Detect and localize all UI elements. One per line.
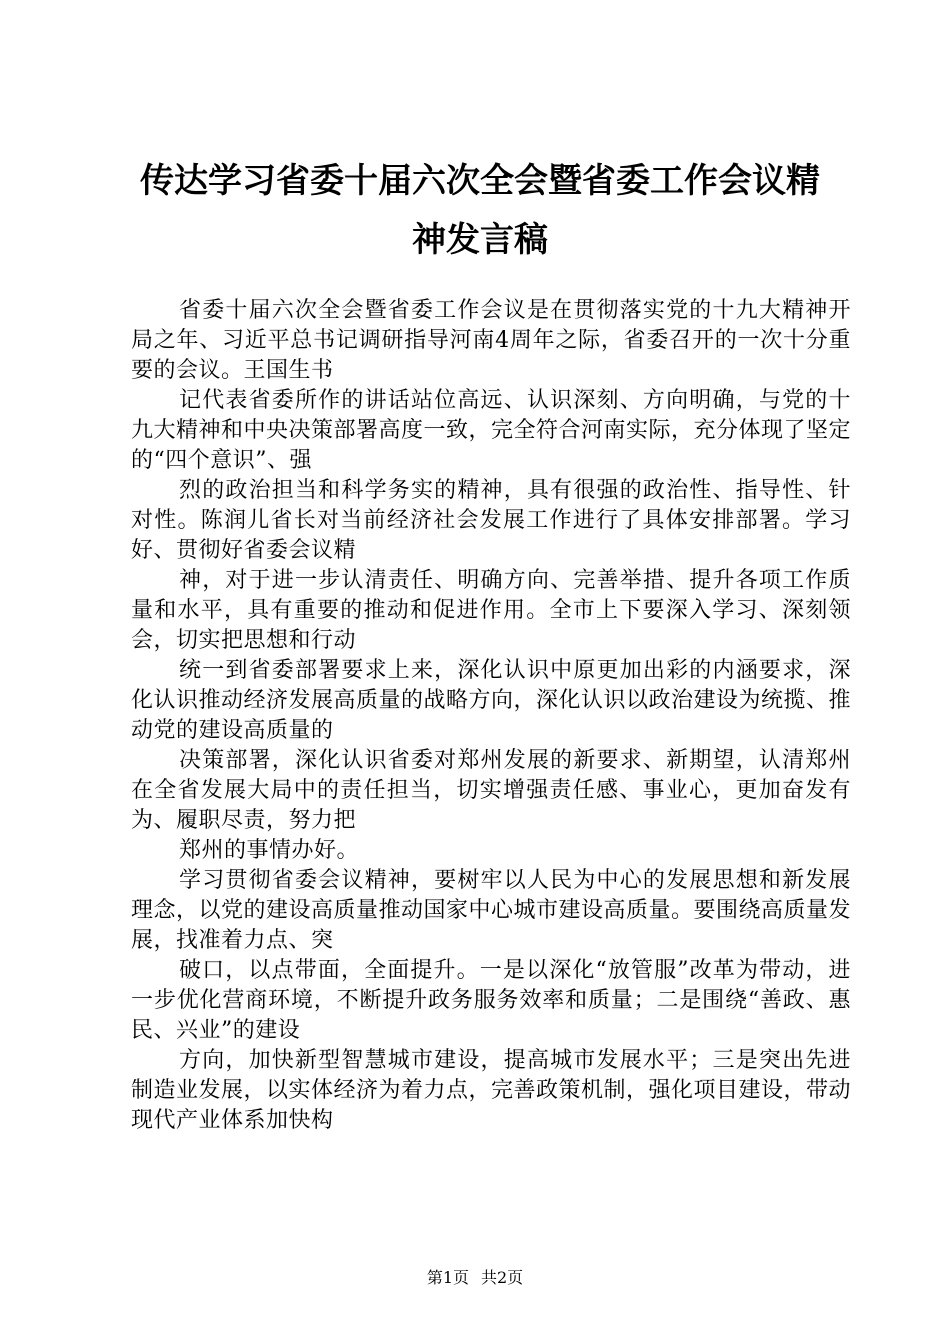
paragraph-10: 方向，加快新型智慧城市建设，提高城市发展水平；三是突出先进制造业发展，以实体经济为着力点，完善政策机制，强化项目建设，带动现代产业体系加快构 xyxy=(131,1048,852,1133)
page-number-current: 第1页 xyxy=(426,1268,469,1287)
paragraph-5: 统一到省委部署要求上来，深化认识中原更加出彩的内涵要求，深化认识推动经济发展高质量的战略方向，深化认识以政治建设为统揽、推动党的建设高质量的 xyxy=(131,658,852,743)
paragraph-8: 学习贯彻省委会议精神，要树牢以人民为中心的发展思想和新发展理念，以党的建设高质量推动国家中心城市建设高质量。要围绕高质量发展，找准着力点、突 xyxy=(131,868,852,953)
document-title-line-1: 传达学习省委十届六次全会暨省委工作会议精 xyxy=(140,161,820,201)
paragraph-7: 郑州的事情办好。 xyxy=(179,838,360,863)
page-footer xyxy=(0,1268,950,1288)
document-body xyxy=(131,296,851,1136)
paragraph-3: 烈的政治担当和科学务实的精神，具有很强的政治性、指导性、针对性。陈润儿省长对当前经济社会发展工作进行了具体安排部署。学习好、贯彻好省委会议精 xyxy=(131,478,851,563)
paragraph-2: 记代表省委所作的讲话站位高远、认识深刻、方向明确，与党的十九大精神和中央决策部署高度一致，完全符合河南实际，充分体现了坚定的“四个意识”、强 xyxy=(131,388,852,473)
paragraph-6: 决策部署，深化认识省委对郑州发展的新要求、新期望，认清郑州在全省发展大局中的责任担当，切实增强责任感、事业心，更加奋发有为、履职尽责，努力把 xyxy=(131,748,851,833)
paragraph-4: 神，对于进一步认清责任、明确方向、完善举措、提升各项工作质量和水平，具有重要的推动和促进作用。全市上下要深入学习、深刻领会，切实把思想和行动 xyxy=(131,568,851,653)
paragraph-9: 破口，以点带面，全面提升。一是以深化“放管服”改革为带动，进一步优化营商环境，不断提升政务服务效率和质量；二是围绕“善政、惠民、兴业”的建设 xyxy=(131,958,851,1043)
page-number-total: 共2页 xyxy=(481,1268,524,1287)
document-title-line-2: 神发言稿 xyxy=(412,220,548,260)
paragraph-1: 省委十届六次全会暨省委工作会议是在贯彻落实党的十九大精神开局之年、习近平总书记调研指导河南4周年之际，省委召开的一次十分重要的会议。王国生书 xyxy=(131,298,851,383)
